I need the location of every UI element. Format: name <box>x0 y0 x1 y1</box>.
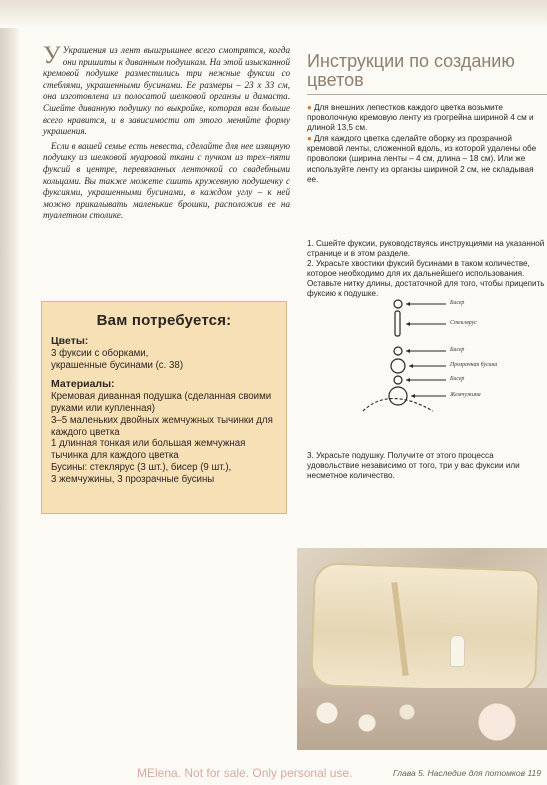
seed-bead-label-1: Бисер <box>450 300 465 306</box>
arrow-head-1 <box>406 302 410 306</box>
intro-paragraph-1 <box>43 42 290 138</box>
arrow-head-5 <box>406 378 410 382</box>
materials-line-1: Кремовая диванная подушка (сделанная своими руками или купленная) <box>51 391 272 414</box>
page-binding-edge <box>0 0 20 785</box>
arrow-head-4 <box>409 364 413 368</box>
materials-heading: Материалы: <box>51 378 115 391</box>
materials-line-3: 1 длинная тонкая или большая жемчужная тычинка для каждого цветка <box>51 438 246 462</box>
page-info: Глава 5. Наследие для потомков 119 <box>392 768 541 778</box>
flowers-line-2: украшенные бусинами (с. 38) <box>51 359 184 371</box>
seed-bead-top <box>394 300 402 308</box>
arrow-head-6 <box>411 394 415 398</box>
instructions-title: Инструкции по созданию цветов <box>307 51 515 90</box>
bugle-bead-label: Стеклярус <box>450 320 477 326</box>
step-2: 2. Украсьте хвостики фуксий бусинами в таком количестве, которое необходимо для их дальнейшего использования. Оставьте нитку длины, достаточной для того, чтобы прицепить фуксию к подушке. <box>307 259 545 298</box>
materials-line-4: Бусины: стеклярус (3 шт.), бисер (9 шт.), <box>51 461 232 473</box>
seed-bead-label-3: Бисер <box>450 376 465 382</box>
page-footer <box>0 766 547 785</box>
arrow-head-3 <box>406 349 410 353</box>
materials-box <box>41 301 287 514</box>
materials-line-2: 3–5 маленьких двойных жемчужных тычинки для каждого цветка <box>51 414 273 438</box>
intro-text-block <box>43 42 290 225</box>
dropcap: У <box>43 42 61 69</box>
bugle-bead <box>395 311 400 336</box>
bullet-icon: ● <box>307 134 312 144</box>
flowers-line-1: 3 фуксии с оборками, <box>51 347 149 359</box>
flowers-heading: Цветы: <box>51 335 89 347</box>
instructions-bullets <box>307 103 547 186</box>
instruction-bullet-1 <box>307 103 547 133</box>
materials-line-5: 3 жемчужины, 3 прозрачные бусины <box>51 473 215 485</box>
title-divider <box>307 94 547 95</box>
seed-bead-label-2: Бисер <box>450 347 465 353</box>
cream-pillow <box>310 562 540 694</box>
bead-diagram <box>361 296 547 412</box>
pillow-photo <box>297 548 547 750</box>
watermark-text: MElena. Not for sale. Only personal use. <box>137 766 353 780</box>
flower-foreground <box>297 688 547 750</box>
intro-paragraph-1-text: Украшения из лент выигрышнее всего смотрятся, когда они пришиты к диванным подушкам. На этой изысканной кремовой подушке разместились три нежные фуксии со стеблями, украшенными бусинами. Ее размеры – 23 х 33 см, она изготовлена из полосатой шелковой органзы и дамаста. Сшейте диванную подушку по выкройке, которая вам больше всего нравится, и в зависимости от этого меняйте форму украшения. <box>43 45 290 137</box>
materials-title: Вам потребуется: <box>96 312 232 329</box>
page-top-shadow <box>0 0 547 28</box>
bullet-icon: ● <box>307 103 312 112</box>
instruction-bullet-2 <box>307 134 547 184</box>
instruction-bullet-2-text: Для каждого цветка сделайте оборку из прозрачной кремовой ленты, сложенной вдоль, из которой удалены обе проволоки (ширина ленты – 4 см, длина – 18 см). Или же используйте ленту из органзы шириной 2 см, не складывая ее. <box>307 134 537 184</box>
materials-list <box>51 336 281 486</box>
instruction-bullet-1-text: Для внешних лепестков каждого цветка возьмите проволочную кремовую ленту из грогрейна шириной 4 см и длиной 13,5 см. <box>307 103 534 133</box>
seed-bead-lower <box>394 376 402 384</box>
clear-bead-label: Прозрачная бусина <box>450 362 498 368</box>
instruction-steps <box>307 239 547 299</box>
pearl-bead <box>389 387 407 405</box>
arrow-head-2 <box>406 322 410 326</box>
step-1: 1. Сшейте фуксии, руководствуясь инструкциями на указанной странице и в этом разделе. <box>307 239 545 258</box>
intro-paragraph-2: Если в вашей семье есть невеста, сделайте для нее изящную подушку из шелковой муаровой ткани с пучком из трех–пяти фуксий в центре, перевязанных ленточкой со свадебными кольцами. Вы также можете сшить кружевную подушечку с фуксиями, украшенными бусинами, в каждом углу – к ней можно прикалывать маленькие брошки, расположив ее на туалетном столике. <box>43 140 290 221</box>
fuchsia-tassel <box>450 635 465 667</box>
step-3: 3. Украсьте подушку. Получите от этого процесса удовольствие независимо от того, три у вас фуксии или несметное количество. <box>307 451 520 481</box>
seed-bead-middle <box>394 347 402 355</box>
pearl-label: Жемчужина <box>450 392 481 398</box>
clear-bead <box>391 359 405 373</box>
